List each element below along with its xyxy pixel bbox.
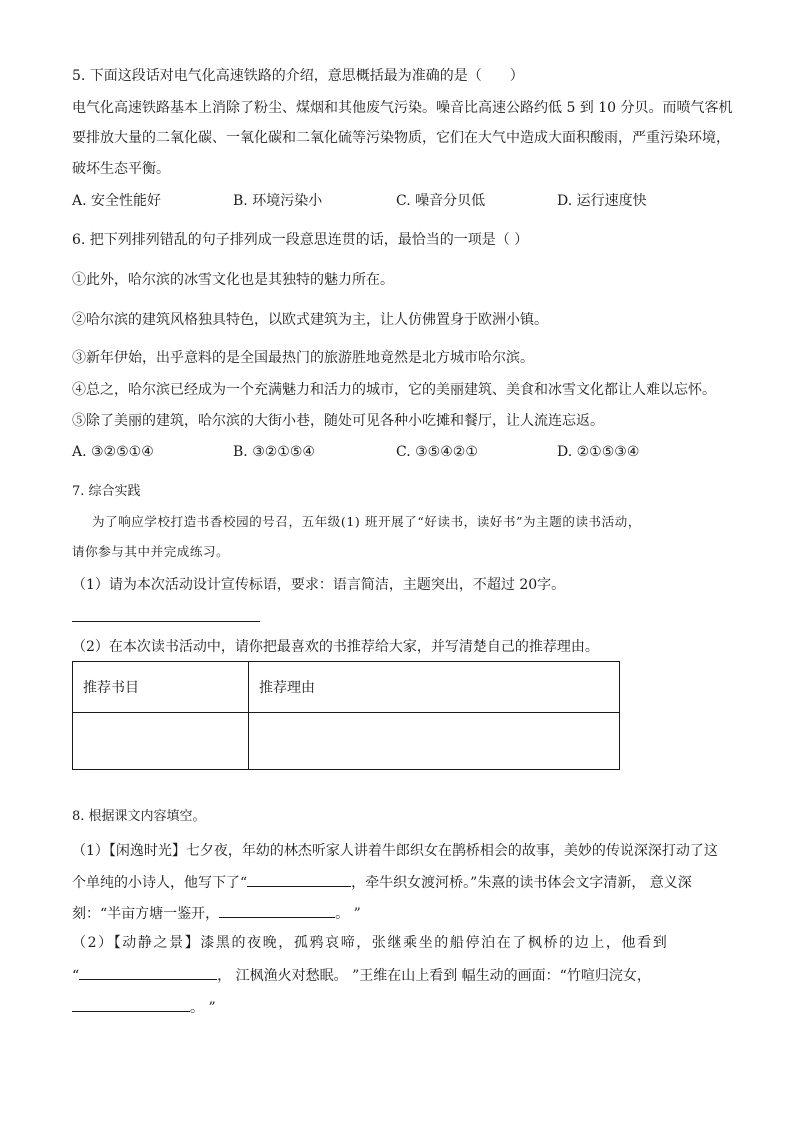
q8-p1-line-1: （1）【闲逸时光】七夕夜，年幼的林杰听家人讲着牛郎织女在鹊桥相会的故事，美妙的传说深深打动了这 (72, 843, 718, 859)
q5-option-a: A. 安全性能好 (72, 193, 162, 209)
fill-blank-3[interactable] (79, 964, 217, 980)
q8-p1-line-3-pre: 刻：“半亩方塘一鉴开， (72, 906, 220, 922)
q5-option-d: D. 运行速度快 (557, 193, 647, 209)
header-book-title: 推荐书目 (73, 662, 249, 713)
reason-cell[interactable] (249, 713, 620, 770)
q6-option-b: B. ③②①⑤④ (233, 444, 315, 460)
book-title-cell[interactable] (73, 713, 249, 770)
q5-passage-line-2: 要排放大量的二氧化碳、一氧化碳和二氧化硫等污染物质，它们在大气中造成大面积酸雨，严重污染环境， (72, 130, 730, 146)
q8-p1-line-2 (72, 871, 692, 893)
header-reason: 推荐理由 (249, 662, 620, 713)
q8-title: 8. 根据课文内容填空。 (72, 809, 206, 824)
q8-p2-line-2 (72, 964, 651, 986)
fill-blank-4[interactable] (72, 996, 190, 1012)
q6-option-c: C. ③⑤④②① (396, 444, 478, 460)
q7-slogan-answer-line[interactable] (72, 621, 260, 622)
q8-p2-line-3 (72, 996, 216, 1018)
q6-sentence-2: ②哈尔滨的建筑风格独具特色，以欧式建筑为主，让人仿佛置身于欧洲小镇。 (72, 312, 548, 328)
q7-part-1: （1）请为本次活动设计宣传标语，要求：语言简洁，主题突出，不超过 20字。 (72, 577, 566, 593)
book-recommendation-table (72, 661, 620, 770)
q5-passage-line-1: 电气化高速铁路基本上消除了粉尘、煤烟和其他废气污染。噪音比高速公路约低 5 到 10 分贝。而喷气客机 (72, 100, 733, 116)
q6-option-d: D. ②①⑤③④ (557, 444, 640, 460)
q8-p1-line-2-post: ，牵牛织女渡河桥。”朱熹的读书体会文字清新， 意义深 (351, 875, 692, 891)
q6-sentence-1: ①此外，哈尔滨的冰雪文化也是其独特的魅力所在。 (72, 272, 394, 288)
q7-intro-line-1: 为了响应学校打造书香校园的号召，五年级(1) 班开展了“好读书，读好书”为主题的读书活动， (92, 514, 641, 529)
q7-intro-line-2: 请你参与其中并完成练习。 (72, 544, 230, 559)
q5-option-b: B. 环境污染小 (233, 193, 323, 209)
q8-p2-line-3-post: 。 ” (190, 1000, 216, 1016)
q8-p1-line-3 (72, 902, 361, 924)
q5-passage-line-3: 破坏生态平衡。 (72, 161, 170, 177)
q6-sentence-5: ⑤除了美丽的建筑，哈尔滨的大街小巷，随处可见各种小吃摊和餐厅，让人流连忘返。 (72, 413, 604, 429)
fill-blank-2[interactable] (219, 902, 335, 918)
q8-p2-line-1: （2）【动静之景】漆黑的夜晚，孤鸦哀啼，张继乘坐的船停泊在了枫桥的边上，他看到 (72, 935, 669, 951)
fill-blank-1[interactable] (247, 871, 351, 887)
q8-p1-line-3-post: 。 ” (335, 906, 361, 922)
q8-p2-line-2-pre: “ (72, 968, 80, 984)
q8-p2-line-2-post: ， 江枫渔火对愁眠。 ”王维在山上看到 幅生动的画面：“竹喧归浣女， (217, 968, 651, 984)
q6-sentence-4: ④总之，哈尔滨已经成为一个充满魅力和活力的城市，它的美丽建筑、美食和冰雪文化都让人难以忘怀。 (72, 382, 716, 398)
q8-p1-line-2-pre: 个单纯的小诗人，他写下了“ (72, 875, 248, 891)
q7-part-2: （2）在本次读书活动中，请你把最喜欢的书推荐给大家，并写清楚自己的推荐理由。 (72, 639, 599, 655)
q6-option-a: A. ③②⑤①④ (72, 444, 154, 460)
q7-title: 7. 综合实践 (72, 484, 141, 499)
q5-stem: 5. 下面这段话对电气化高速铁路的介绍，意思概括最为准确的是（ ） (72, 68, 524, 84)
q6-sentence-3: ③新年伊始，出乎意料的是全国最热门的旅游胜地竟然是北方城市哈尔滨。 (72, 350, 534, 366)
q5-option-c: C. 噪音分贝低 (396, 193, 486, 209)
q6-stem: 6. 把下列排列错乱的句子排列成一段意思连贯的话，最恰当的一项是（ ） (72, 232, 529, 248)
